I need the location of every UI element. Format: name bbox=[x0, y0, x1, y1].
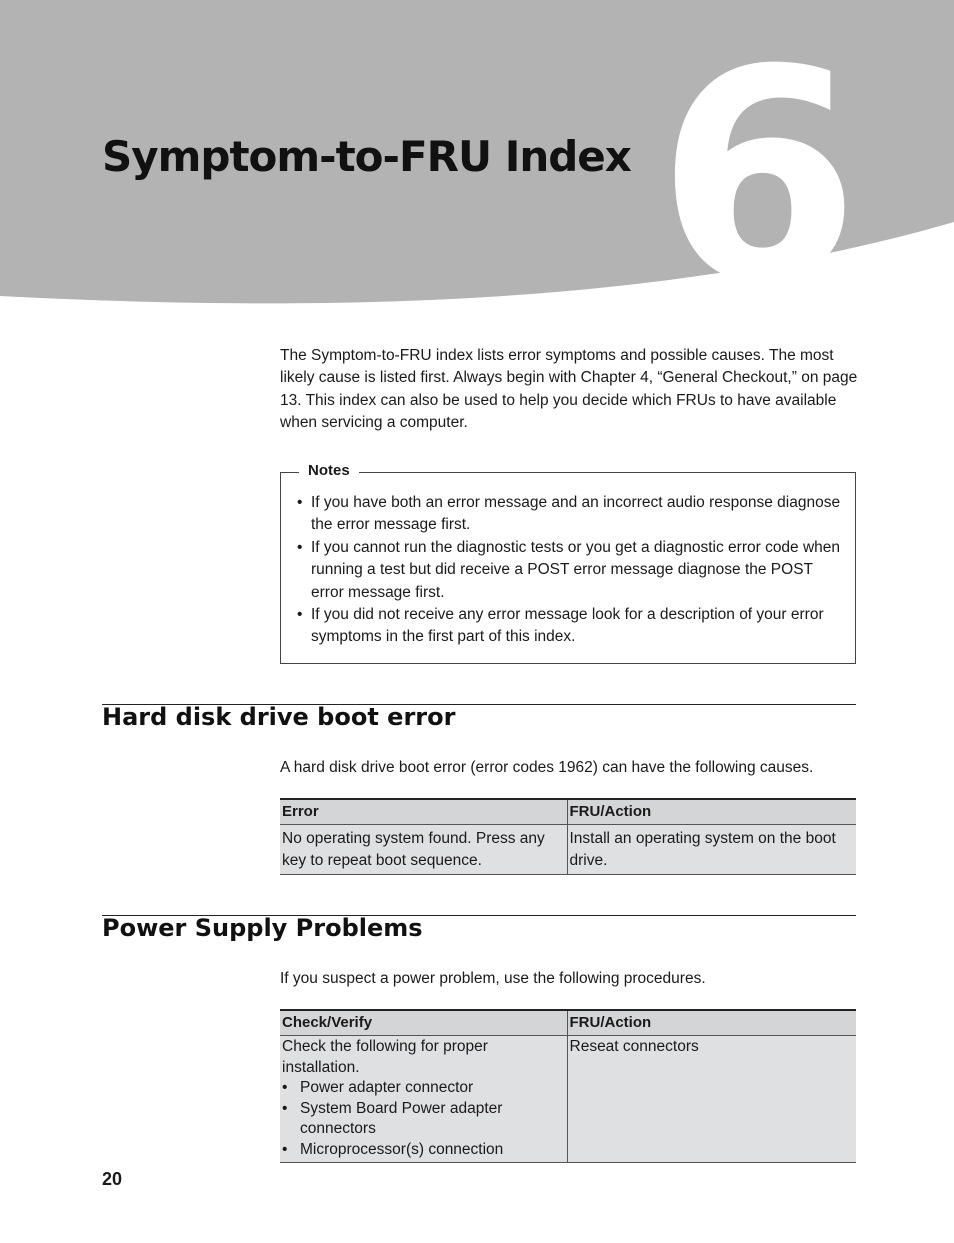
notes-label: Notes bbox=[299, 462, 359, 479]
table-header-row bbox=[280, 1010, 856, 1036]
note-item: • If you cannot run the diagnostic tests or you get a diagnostic error code when running a test but did receive a POST error message diagnose the POST error message first. bbox=[297, 537, 842, 604]
notes-list bbox=[297, 492, 842, 649]
page-number: 20 bbox=[102, 1169, 123, 1189]
table-header-row bbox=[280, 799, 856, 825]
check-text: Check the following for proper installation. bbox=[282, 1038, 488, 1076]
note-item: • If you have both an error message and an incorrect audio response diagnose the error message first. bbox=[297, 492, 842, 537]
table-row bbox=[280, 825, 856, 875]
power-supply-table bbox=[280, 1009, 856, 1163]
table-row bbox=[280, 1036, 856, 1163]
power-section-heading: Power Supply Problems bbox=[102, 914, 423, 942]
intro-paragraph: The Symptom-to-FRU index lists error symptoms and possible causes. The most likely cause is listed first. Always begin with Chapter 4, “General Checkout,” on page 13. This index can also be used to help you decide which FRUs to have available when servicing a computer. bbox=[280, 347, 858, 432]
chapter-title: Symptom-to-FRU Index bbox=[102, 132, 631, 181]
action-cell: Install an operating system on the boot drive. bbox=[567, 825, 856, 875]
check-list bbox=[282, 1078, 565, 1160]
check-item: • System Board Power adapter connectors bbox=[282, 1099, 565, 1140]
power-section-intro: If you suspect a power problem, use the following procedures. bbox=[280, 970, 706, 987]
column-header-error: Error bbox=[280, 799, 567, 825]
check-item: • Power adapter connector bbox=[282, 1078, 565, 1099]
note-item: • If you did not receive any error message look for a description of your error symptoms in the first part of this index. bbox=[297, 604, 842, 649]
column-header-check-verify: Check/Verify bbox=[280, 1010, 567, 1036]
check-item: • Microprocessor(s) connection bbox=[282, 1140, 565, 1161]
hdd-section-intro: A hard disk drive boot error (error codes 1962) can have the following causes. bbox=[280, 759, 814, 776]
hdd-section-heading: Hard disk drive boot error bbox=[102, 703, 456, 731]
column-header-fru-action: FRU/Action bbox=[567, 1010, 856, 1036]
column-header-fru-action: FRU/Action bbox=[567, 799, 856, 825]
error-cell: No operating system found. Press any key to repeat boot sequence. bbox=[280, 825, 567, 875]
action-cell: Reseat connectors bbox=[567, 1036, 856, 1163]
check-cell bbox=[280, 1036, 567, 1163]
notes-box bbox=[280, 462, 856, 664]
chapter-number: 6 bbox=[656, 7, 860, 320]
hdd-error-table bbox=[280, 798, 856, 875]
